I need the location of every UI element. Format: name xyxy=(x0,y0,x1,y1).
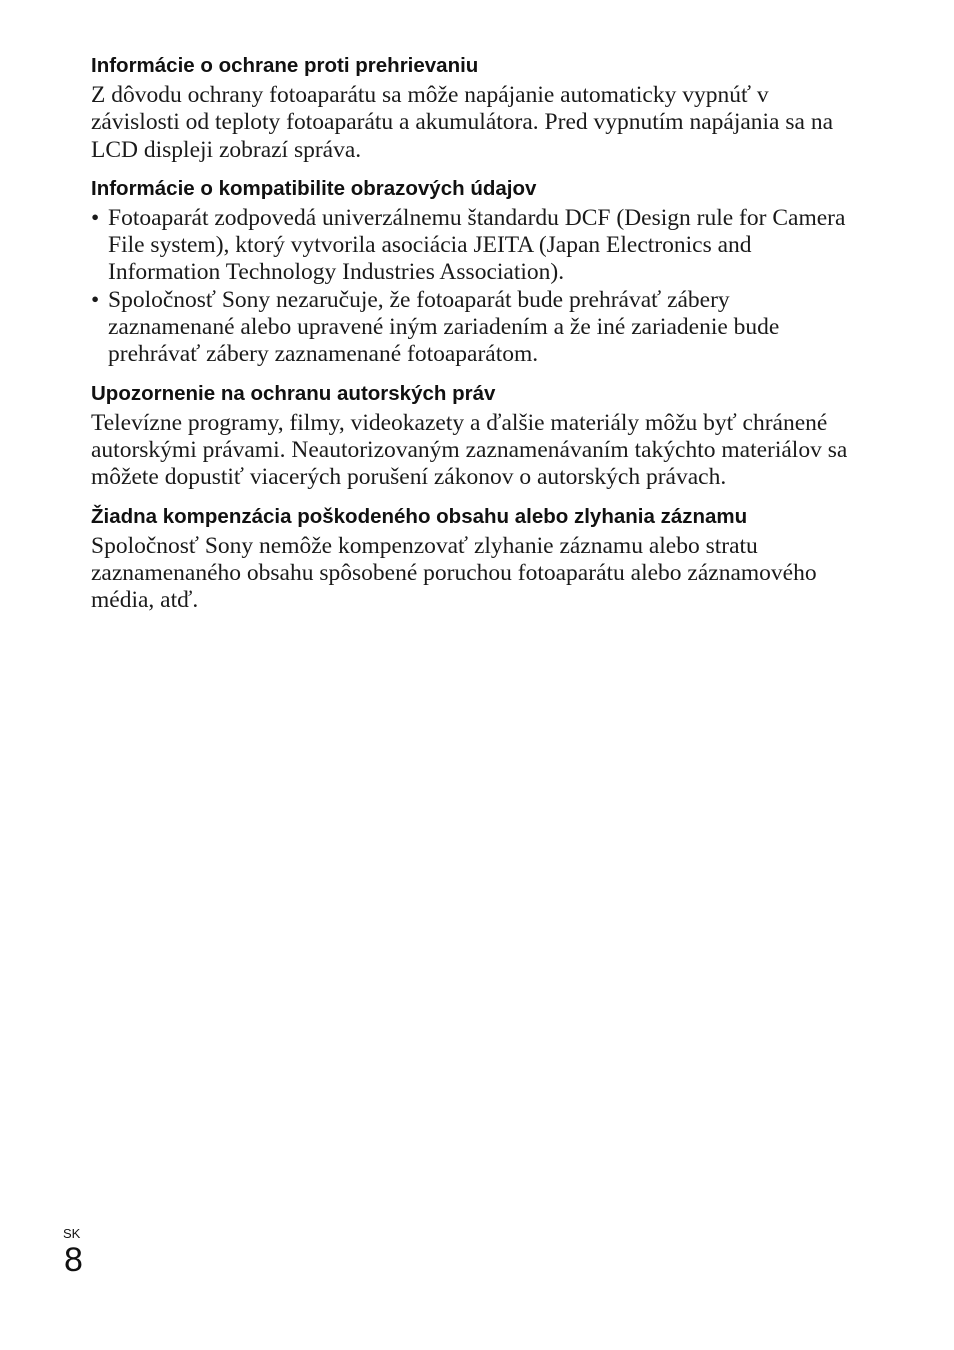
list-item-text: Spoločnosť Sony nezaručuje, že fotoaparát bude prehrávať zábery zaznamenané alebo upravené iným zariadením a že iné zariadenie bude prehrávať zábery zaznamenané fotoaparátom. xyxy=(108,286,780,368)
compatibility-list xyxy=(91,205,851,369)
page-footer xyxy=(63,1226,83,1278)
bullet-icon: • xyxy=(91,204,100,231)
section-heading-compatibility: Informácie o kompatibilite obrazových údajov xyxy=(91,176,537,200)
section-heading-overheating: Informácie o ochrane proti prehrievaniu xyxy=(91,54,479,77)
page-number: 8 xyxy=(64,1241,83,1279)
page-content xyxy=(91,52,851,625)
section-heading-no-compensation: Žiadna kompenzácia poškodeného obsahu alebo zlyhania záznamu xyxy=(91,504,748,528)
section-text-no-compensation: Spoločnosť Sony nemôže kompenzovať zlyhanie záznamu alebo stratu zaznamenaného obsahu spôsobené poruchou fotoaparátu alebo záznamového média, atď. xyxy=(91,532,817,614)
language-code: SK xyxy=(63,1226,81,1241)
list-item xyxy=(91,287,851,369)
section-text-copyright: Televízne programy, filmy, videokazety a ďalšie materiály môžu byť chránené autorskými právami. Neautorizovaným zaznamenávaním takýchto materiálov sa môžete dopustiť viacerých porušení zákonov o autorských právach. xyxy=(91,409,848,491)
list-item xyxy=(91,205,851,287)
bullet-icon: • xyxy=(91,286,100,313)
section-text-overheating: Z dôvodu ochrany fotoaparátu sa môže napájanie automaticky vypnúť v závislosti od teploty fotoaparátu a akumulátora. Pred vypnutím napájania sa na LCD displeji zobrazí správa. xyxy=(91,82,833,163)
list-item-text: Fotoaparát zodpovedá univerzálnemu štandardu DCF (Design rule for Camera File system), ktorý vytvorila asociácia JEITA (Japan Electronics and Information Technology Industries Association). xyxy=(108,204,846,286)
section-heading-copyright: Upozornenie na ochranu autorských práv xyxy=(91,381,496,405)
